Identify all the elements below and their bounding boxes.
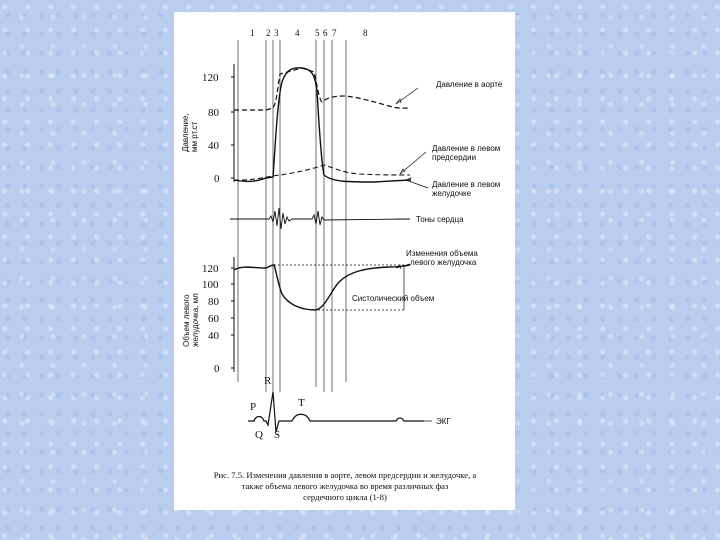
heart-sounds-trace bbox=[230, 208, 410, 229]
annotation-aorta-pressure: Давление в аорте bbox=[436, 80, 503, 89]
ecg-s-label: S bbox=[274, 429, 281, 441]
aorta-pressure-curve bbox=[234, 68, 410, 110]
annotation-atrium-pressure-1: Давление в левом bbox=[432, 144, 501, 153]
atrium-pressure-curve bbox=[234, 165, 410, 180]
caption-line-2: также объема левого желудочка во время различных фаз bbox=[241, 481, 449, 491]
ecg-trace bbox=[248, 392, 424, 432]
volume-axis bbox=[182, 257, 234, 375]
ecg-r-label: R bbox=[264, 375, 272, 387]
annotation-systolic-volume: Систолический объем bbox=[352, 294, 435, 303]
pressure-axis-label-1: Давление, bbox=[181, 113, 190, 152]
volume-axis-label-2: желудочка, мл bbox=[191, 293, 200, 347]
phase-label-7: 7 bbox=[332, 28, 337, 38]
annotation-atrium-pressure-2: предсердии bbox=[432, 153, 477, 162]
ventricle-volume-curve bbox=[234, 265, 410, 310]
ecg-t-label: T bbox=[298, 397, 305, 409]
phase-label-2: 2 bbox=[266, 28, 271, 38]
pressure-axis bbox=[181, 64, 234, 185]
phase-labels bbox=[250, 28, 368, 38]
cardiac-cycle-figure bbox=[174, 12, 515, 510]
annotation-ventricle-pressure-1: Давление в левом bbox=[432, 180, 501, 189]
volume-tick-40: 40 bbox=[208, 330, 219, 342]
annotation-heart-sounds: Тоны сердца bbox=[416, 215, 464, 224]
phase-label-1: 1 bbox=[250, 28, 255, 38]
ecg-wave-labels bbox=[250, 375, 305, 441]
phase-label-8: 8 bbox=[363, 28, 368, 38]
phase-dividers bbox=[238, 40, 346, 392]
pressure-curves bbox=[234, 68, 410, 182]
phase-label-3: 3 bbox=[274, 28, 279, 38]
volume-tick-120: 120 bbox=[202, 263, 219, 275]
pressure-tick-120: 120 bbox=[202, 72, 219, 84]
annotation-ventricle-pressure-2: желудочке bbox=[432, 189, 472, 198]
volume-tick-100: 100 bbox=[202, 279, 219, 291]
phase-label-6: 6 bbox=[323, 28, 328, 38]
pressure-tick-80: 80 bbox=[208, 107, 219, 119]
annotation-volume-change-2: левого желудочка bbox=[410, 258, 477, 267]
caption-line-1: Рис. 7.5. Изменения давления в аорте, левом предсердии и желудочке, а bbox=[213, 470, 477, 480]
pressure-axis-label-2: мм рт.ст bbox=[190, 121, 199, 152]
volume-tick-0: 0 bbox=[214, 363, 220, 375]
phase-label-4: 4 bbox=[295, 28, 300, 38]
ventricle-pressure-curve bbox=[234, 68, 410, 182]
annotation-ecg: ЭКГ bbox=[436, 417, 451, 426]
caption-line-3: сердечного цикла (1-8) bbox=[303, 492, 387, 502]
phase-label-5: 5 bbox=[315, 28, 320, 38]
pressure-tick-0: 0 bbox=[214, 173, 220, 185]
volume-tick-80: 80 bbox=[208, 296, 219, 308]
volume-tick-60: 60 bbox=[208, 313, 219, 325]
pressure-tick-40: 40 bbox=[208, 140, 219, 152]
ecg-p-label: P bbox=[250, 401, 257, 413]
ecg-q-label: Q bbox=[255, 429, 263, 441]
volume-axis-label-1: Объем левого bbox=[182, 294, 191, 347]
volume-curves bbox=[234, 265, 410, 310]
figure-page bbox=[174, 12, 515, 510]
annotation-volume-change-1: Изменения объема bbox=[406, 249, 478, 258]
annotations bbox=[352, 80, 503, 426]
figure-caption bbox=[180, 470, 510, 503]
